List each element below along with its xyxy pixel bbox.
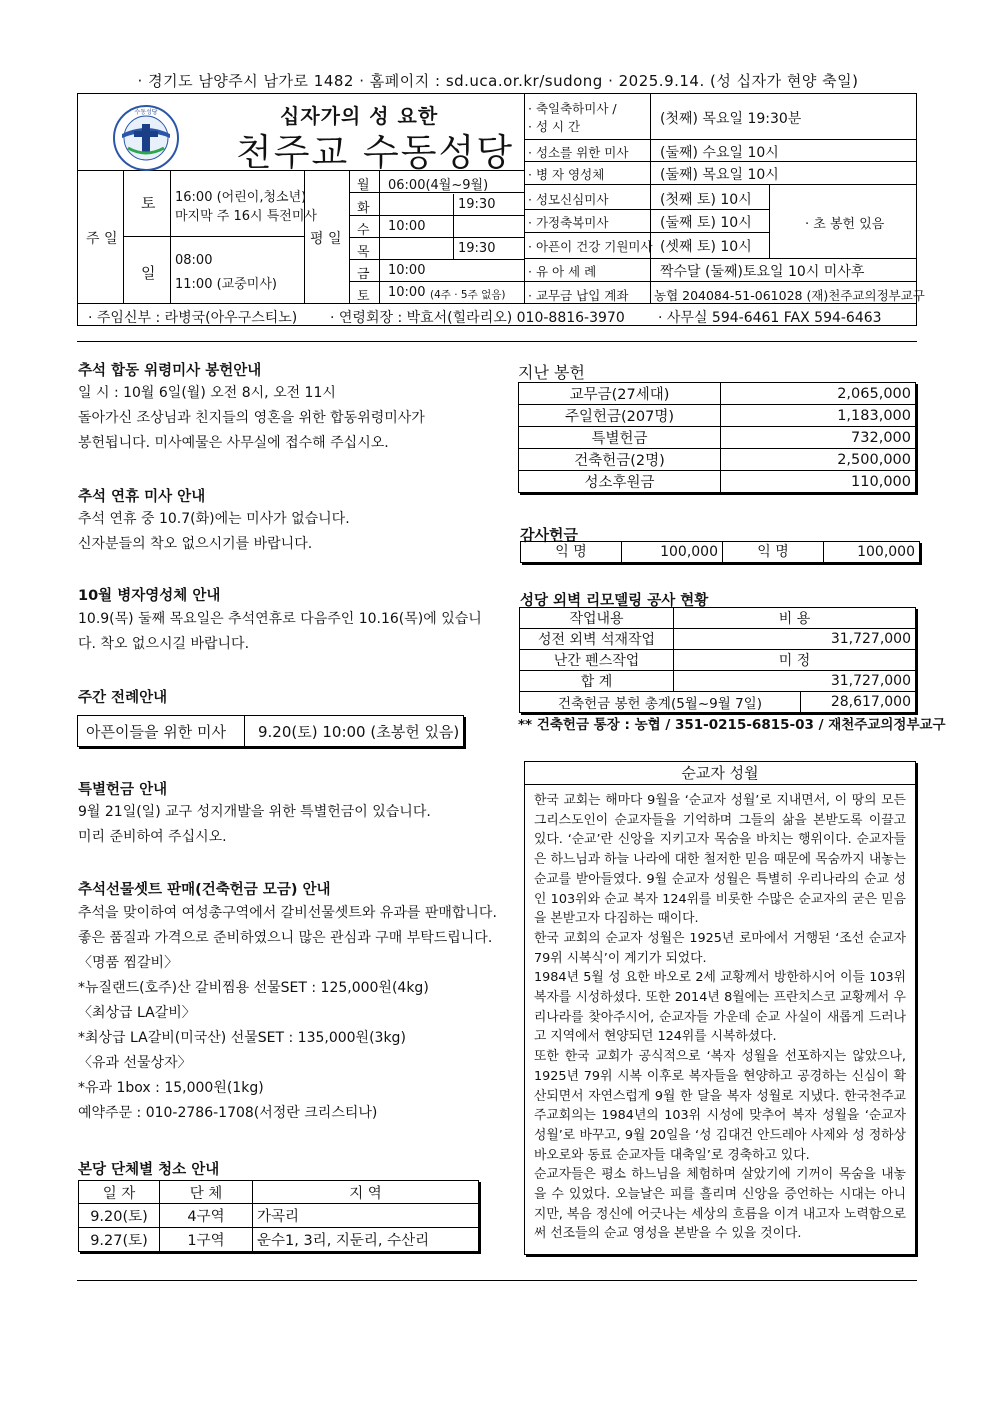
special-value-3: (첫째 토) 10시 (660, 192, 752, 208)
weekday-thu: 목 (357, 245, 370, 260)
special-label-2: · 병 자 영성체 (528, 167, 605, 182)
parish-seal-icon (112, 104, 180, 172)
parish-logo (112, 104, 180, 172)
sun-time1: 08:00 (175, 253, 213, 268)
thanks-table (520, 541, 920, 563)
special-label-7: · 교무금 납입 계좌 (528, 288, 629, 303)
martyr-paragraph: 1984년 5월 성 요한 바오로 2세 교황께서 방한하시어 이들 103위 복자를 시성하셨다. 또한 2014년 8월에는 프란치스코 교황께서 우리나라를 찾아주시어, 순교자들 가운데 순교 사실이 새롭게 드러나고 지역에서 현양되던 124위를 시복하셨다. (534, 970, 906, 1045)
weekday-mon-morning: 06:00(4월~9월) (388, 178, 489, 193)
table-row: 특별헌금 732,000 (519, 427, 916, 449)
martyr-box (524, 761, 916, 1255)
liturgy-name: 아픈이들을 위한 미사 (86, 723, 226, 741)
remodel-title: 성당 외벽 리모델링 공사 현황 (520, 593, 709, 609)
pastor-contact: · 주임신부 : 라병국(아우구스티노) (88, 310, 298, 326)
table-row: 교무금(27세대) 2,065,000 (519, 383, 916, 405)
footer-divider (77, 1280, 917, 1281)
office-contact: · 사무실 594-6461 FAX 594-6463 (658, 310, 882, 326)
special-value-4: (둘째 토) 10시 (660, 215, 752, 231)
special-value-7: 농협 204084-51-061028 (재)천주교의정부교구 (654, 288, 925, 303)
weekday-thu-evening: 19:30 (458, 241, 496, 256)
sick-comm-title: 10월 병자영성체 안내 (78, 588, 221, 604)
table-row: 작업내용 비 용 (520, 608, 916, 629)
table-row: 주일헌금(207명) 1,183,000 (519, 405, 916, 427)
martyr-paragraph: 한국 교회는 해마다 9월을 ‘순교자 성월’로 지내면서, 이 땅의 모든 그리스도인이 순교자들을 기억하며 그들의 삶을 본받도록 이끌고 있다. ‘순교’란 신앙을 지키고자 목숨을 바치는 행위이다. 순교자들은 하느님과 하늘 나라에 대한 철저한 믿음 때문에 목숨까지 내놓는 순교를 받아들였다. 9월 순교자 성월은 특별히 우리나라의 순교 성인 103위와 순교 복자 124위를 비롯한 수많은 순교자의 굳은 믿음을 본받고자 다짐하는 때이다. (534, 793, 906, 927)
special-label-0: · 축일축하미사 / (528, 101, 617, 116)
liturgy-title: 주간 전례안내 (78, 690, 168, 706)
sun-label: 일 (141, 264, 156, 282)
svg-text:수동성당: 수동성당 (134, 109, 158, 116)
table-row: 익 명 100,000 익 명 100,000 (521, 542, 920, 563)
candle-note: · 초 봉헌 있음 (805, 217, 885, 232)
weekday-tue-evening: 19:30 (458, 197, 496, 212)
martyr-title: 순교자 성월 (525, 762, 915, 785)
weekday-wed: 수 (357, 223, 370, 238)
offerings-title: 지난 봉헌 (518, 363, 585, 382)
table-row: 성소후원금 110,000 (519, 471, 916, 493)
header-title: 천주교 수동성당 (236, 131, 514, 174)
sick-comm-body: 10.9(목) 둘째 목요일은 추석연휴로 다음주인 10.16(목)에 있습니 다. 착오 없으시길 바랍니다. (78, 611, 482, 652)
weekday-wed-morning: 10:00 (388, 219, 426, 234)
table-row: 9.27(토) 1구역 운수1, 3리, 지둔리, 수산리 (79, 1228, 479, 1252)
special-label-4: · 가정축복미사 (528, 215, 609, 230)
sat-time1: 16:00 (어린이,청소년) (175, 190, 307, 205)
sun-time2: 11:00 (교중미사) (175, 277, 277, 292)
special-offer-body: 9월 21일(일) 교구 성지개발을 위한 특별헌금이 있습니다. 미리 준비하여 주십시오. (78, 804, 431, 845)
special-value-5: (셋째 토) 10시 (660, 239, 752, 255)
sunday-label: 주 일 (86, 231, 118, 247)
weekday-sat-morning: 10:00 (388, 285, 426, 300)
cleaning-table (78, 1180, 479, 1252)
cleaning-title: 본당 단체별 청소 안내 (78, 1162, 220, 1178)
thanks-title: 감사헌금 (520, 526, 578, 544)
top-info-line: · 경기도 남양주시 남가로 1482 · 홈페이지 : sd.uca.or.kr/sudong · 2025.9.14. (성 십자가 현양 축일) (137, 72, 859, 90)
special-value-0: (첫째) 목요일 19:30분 (660, 111, 802, 127)
president-contact: · 연령회장 : 박효서(힐라리오) 010-8816-3970 (330, 310, 625, 326)
sat-time2: 마지막 주 16시 특전미사 (175, 209, 317, 224)
martyr-body (525, 785, 915, 1244)
weekday-sat-note: (4주 · 5주 없음) (430, 289, 506, 301)
header-subtitle: 십자가의 성 요한 (280, 104, 439, 128)
weekday-fri: 금 (357, 267, 370, 282)
weekday-label: 평 일 (310, 231, 342, 247)
martyr-paragraph: 순교자들은 평소 하느님을 체험하며 살았기에 기꺼이 목숨을 내놓을 수 있었다. 오늘날은 피를 흘리며 신앙을 증언하는 시대는 아니지만, 복음 정신에 어긋나는 세상의 흐름을 이겨 내고자 노력함으로써 선조들의 순교 영성을 본받을 수 있을 것이다. (534, 1167, 906, 1242)
header-divider (77, 341, 917, 342)
gift-body: 추석을 맞이하여 여성총구역에서 갈비선물셋트와 유과를 판매합니다. 좋은 품질과 가격으로 준비하였으니 많은 관심과 구매 부탁드립니다. 〈명품 찜갈비〉 *뉴질랜드(호주)산 갈비찜용 선물SET : 125,000원(4kg) 〈최상급 LA갈비〉 *최상급 LA갈비(미국산) 선물SET : 135,000원(3kg) 〈유과 선물상자〉 *유과 1box : 15,000원(1kg) 예약주문 : 010-2786-1708(서정란 크리스티나) (78, 905, 497, 1121)
remodel-table (519, 607, 916, 713)
special-label-0b: · 성 시 간 (528, 119, 581, 134)
liturgy-box (77, 715, 464, 747)
table-row: 성전 외벽 석재작업 31,727,000 (520, 629, 916, 650)
liturgy-time: 9.20(토) 10:00 (초봉헌 있음) (258, 723, 460, 741)
sat-label: 토 (141, 194, 156, 212)
martyr-paragraph: 한국 교회의 순교자 성월은 1925년 로마에서 거행된 ‘조선 순교자 79위 시복식’이 계기가 되었다. (534, 930, 906, 966)
table-row: 일 자 단 체 지 역 (79, 1181, 479, 1204)
weekday-sat: 토 (357, 289, 370, 304)
table-row: 건축헌금(2명) 2,500,000 (519, 449, 916, 471)
martyr-paragraph: 또한 한국 교회가 공식적으로 ‘복자 성월을 선포하지는 않았으나, 1925년 79위 시복 이후로 복자들을 현양하고 공경하는 신심이 확산되면서 자연스럽게 9월 한 달을 복자 성월로 지냈다. 한국천주교주교회의는 1984년의 103위 시성에 맞추어 복자 성월을 ‘순교자 성월’로 바꾸고, 9월 20일을 ‘성 김대건 안드레아 사제와 성 정하상 바오로와 동료 순교자들 대축일’로 경축하고 있다. (534, 1049, 906, 1163)
gift-title: 추석선물셋트 판매(건축헌금 모금) 안내 (78, 882, 331, 898)
weekday-mon: 월 (357, 178, 370, 193)
special-label-3: · 성모신심미사 (528, 192, 609, 207)
special-value-2: (둘째) 목요일 10시 (660, 167, 779, 183)
table-row: 난간 펜스작업 미 정 (520, 650, 916, 671)
special-value-1: (둘째) 수요일 10시 (660, 145, 779, 161)
special-value-6: 짝수달 (둘째)토요일 10시 미사후 (660, 264, 865, 280)
table-row: 건축헌금 봉헌 총계(5월~9월 7일) 28,617,000 (520, 692, 916, 713)
chuseok-mass-title: 추석 합동 위령미사 봉헌안내 (78, 363, 262, 379)
table-row: 9.20(토) 4구역 가곡리 (79, 1204, 479, 1228)
special-label-6: · 유 아 세 례 (528, 264, 597, 279)
holiday-title: 추석 연휴 미사 안내 (78, 489, 206, 505)
special-offer-title: 특별헌금 안내 (78, 782, 168, 798)
table-row: 합 계 31,727,000 (520, 671, 916, 692)
offerings-table (518, 382, 916, 493)
chuseok-mass-body: 일 시 : 10월 6일(월) 오전 8시, 오전 11시 돌아가신 조상님과 친지들의 영혼을 위한 합동위령미사가 봉헌됩니다. 미사예물은 사무실에 접수해 주십시오. (78, 385, 425, 451)
building-account: ** 건축헌금 통장 : 농협 / 351-0215-6815-03 / 재천주교의정부교구 (518, 717, 946, 733)
holiday-body: 추석 연휴 중 10.7(화)에는 미사가 없습니다. 신자분들의 착오 없으시기를 바랍니다. (78, 511, 350, 552)
weekday-fri-morning: 10:00 (388, 263, 426, 278)
special-label-5: · 아픈이 건강 기원미사 (528, 239, 653, 254)
special-label-1: · 성소를 위한 미사 (528, 145, 629, 160)
weekday-tue: 화 (357, 201, 370, 216)
